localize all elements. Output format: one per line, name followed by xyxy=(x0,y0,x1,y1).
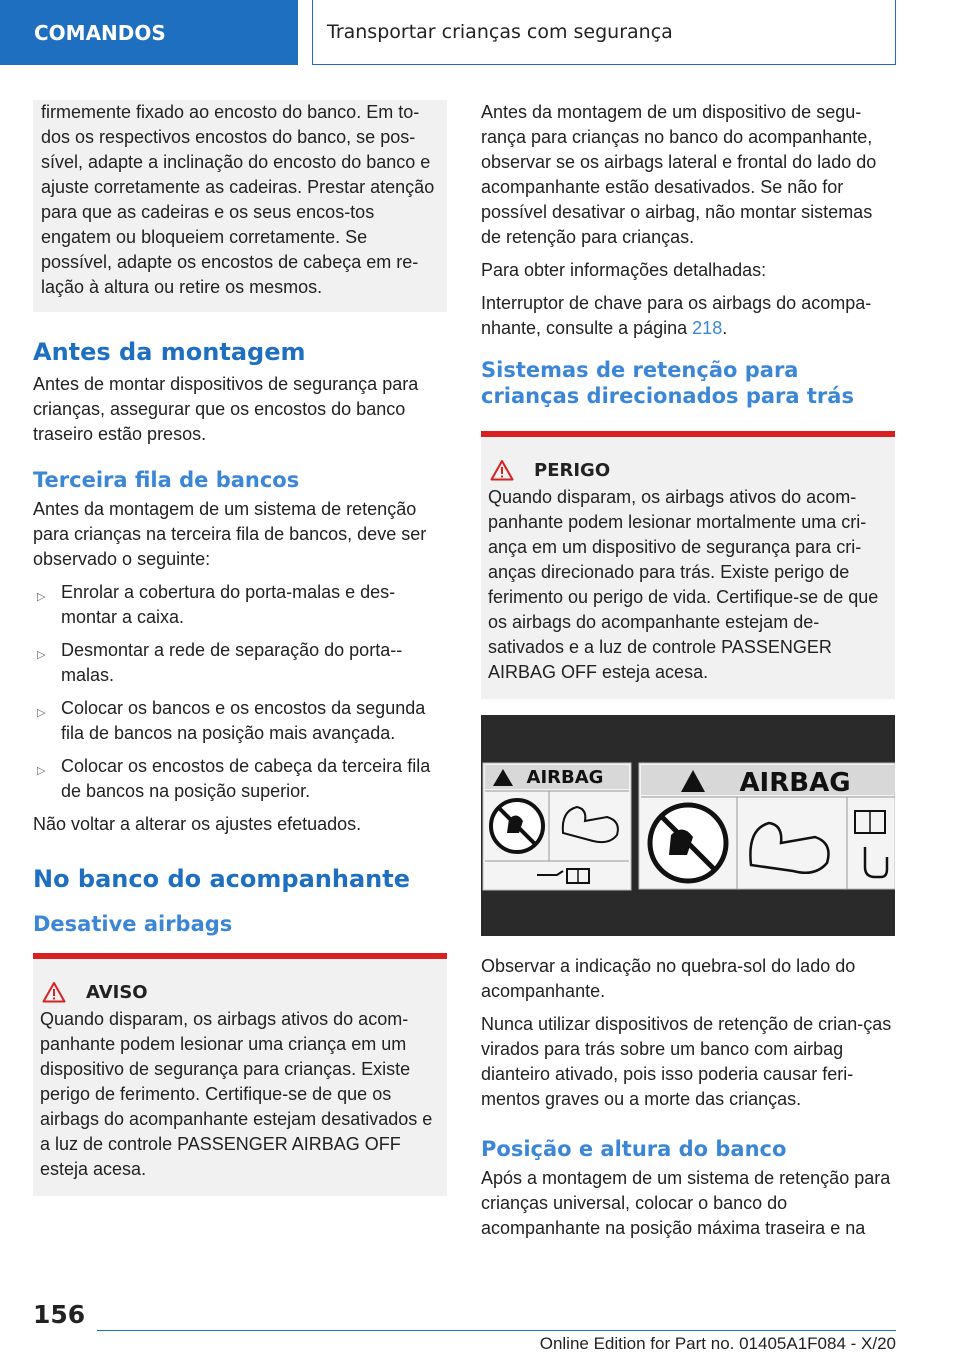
footer-edition: Online Edition for Part no. 01405A1F084 - X/20 xyxy=(539,1334,896,1353)
bullet-triangle-icon: ▷ xyxy=(37,765,46,777)
footer-divider xyxy=(97,1330,896,1331)
heading-antes-da-montagem: Antes da montagem xyxy=(33,338,306,366)
danger-text: Quando disparam, os airbags ativos do acom-panhante podem lesionar mortalmente uma cri-ança em um dispositivo de segurança para cri-anças direcionado para trás. Existe perigo de ferimento ou perigo de vida. Certifique-se de que os airbags do acompanhante estejam de-sativados e a luz de controle PASSENGER AIRBAG OFF esteja acesa. xyxy=(488,487,879,682)
paragraph-informacoes: Para obter informações detalhadas: xyxy=(481,260,767,280)
section-tab: COMANDOS xyxy=(0,0,298,65)
airbag-labels-illustration xyxy=(481,715,895,936)
page-number: 156 xyxy=(33,1300,86,1329)
left-column xyxy=(33,100,447,1196)
danger-header xyxy=(488,459,889,481)
warning-header xyxy=(40,981,441,1003)
list-item: ▷ Colocar os encostos de cabeça da terceira fila de bancos na posição superior. xyxy=(37,756,431,801)
warning-box xyxy=(33,953,447,1196)
paragraph-apos-montagem: Após a montagem de um sistema de retenção para crianças universal, colocar o banco do acompanhante na posição máxima traseira e na xyxy=(481,1168,891,1238)
warning-title: AVISO xyxy=(86,981,148,1003)
warning-text: Quando disparam, os airbags ativos do acom-panhante podem lesionar uma criança em um dispositivo de segurança para crianças. Existe perigo de ferimento. Certifique-se de que os airbags do acompanhante estejam desativados e a luz de controle PASSENGER AIRBAG OFF esteja acesa. xyxy=(40,1009,433,1179)
bullet-triangle-icon: ▷ xyxy=(37,649,46,661)
paragraph-nao-voltar: Não voltar a alterar os ajustes efetuados. xyxy=(33,814,362,834)
page-header-title: Transportar crianças com segurança xyxy=(312,0,896,65)
paragraph-acompanhante: Antes da montagem de um dispositivo de segu-rança para crianças no banco do acompanhante, observar se os airbags lateral e frontal do lado do acompanhante estão desativados. Se não for possível desativar o airbag, não montar sistemas de retenção para crianças. xyxy=(481,102,877,247)
airbag-label-text-large: AIRBAG xyxy=(739,768,851,798)
warning-triangle-icon xyxy=(42,981,66,1003)
heading-desative-airbags: Desative airbags xyxy=(33,912,233,936)
heading-sistemas-retencao: Sistemas de retenção para crianças direcionados para trás xyxy=(481,358,854,408)
bullet-triangle-icon: ▷ xyxy=(37,707,46,719)
paragraph-antes: Antes de montar dispositivos de segurança para crianças, assegurar que os encostos do banco traseiro estão presos. xyxy=(33,374,419,444)
continued-note-box xyxy=(33,100,447,312)
page-reference-link[interactable]: 218 xyxy=(692,318,723,338)
steps-list xyxy=(33,580,447,804)
continued-note-text: firmemente fixado ao encosto do banco. Em to-dos os respectivos encostos do banco, se pos-sível, adapte a inclinação do encosto do banco e ajuste corretamente as cadeiras. Prestar atenção para que as cadeiras e os seus encos-tos engatem ou bloqueiem corretamente. Se possível, adapte os encostos de cabeça em re-lação à altura ou retire os mesmos. xyxy=(41,102,435,297)
heading-posicao-altura: Posição e altura do banco xyxy=(481,1137,787,1161)
warning-triangle-icon xyxy=(490,459,514,481)
right-column xyxy=(481,100,895,1249)
list-item: ▷ Desmontar a rede de separação do porta--malas. xyxy=(37,640,403,685)
airbag-label-photo xyxy=(481,715,895,936)
list-item: ▷ Enrolar a cobertura do porta-malas e des-montar a caixa. xyxy=(37,582,396,627)
danger-title: PERIGO xyxy=(534,459,611,481)
list-item: ▷ Colocar os bancos e os encostos da segunda fila de bancos na posição mais avançada. xyxy=(37,698,426,743)
paragraph-quebra-sol: Observar a indicação no quebra-sol do lado do acompanhante. xyxy=(481,956,856,1001)
paragraph-nunca-utilizar: Nunca utilizar dispositivos de retenção de crian-ças virados para trás sobre um banco com airbag dianteiro ativado, pois isso poderia causar feri-mentos graves ou a morte das crianças. xyxy=(481,1014,892,1109)
airbag-label-text-small: AIRBAG xyxy=(526,767,604,788)
paragraph-terceira: Antes da montagem de um sistema de retenção para crianças na terceira fila de bancos, deve ser observado o seguinte: xyxy=(33,499,427,569)
paragraph-interruptor: Interruptor de chave para os airbags do acompa-nhante, consulte a página 218. xyxy=(481,293,872,338)
heading-banco-acompanhante: No banco do acompanhante xyxy=(33,865,410,893)
danger-box xyxy=(481,431,895,699)
heading-terceira-fila: Terceira fila de bancos xyxy=(33,468,300,492)
bullet-triangle-icon: ▷ xyxy=(37,591,46,603)
